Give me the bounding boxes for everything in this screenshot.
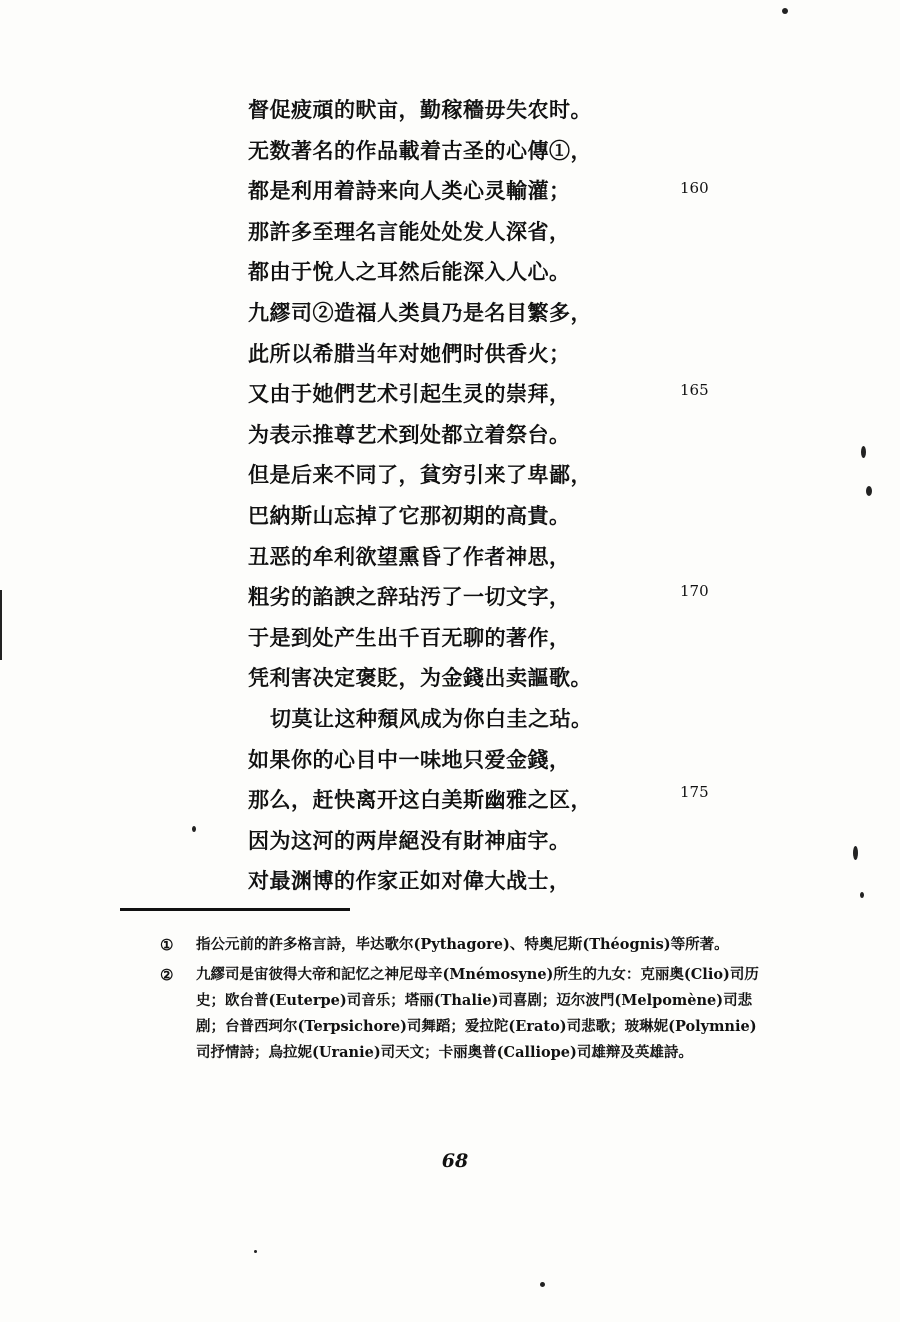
- footnote: [160, 962, 760, 1066]
- line-number: 175: [680, 783, 709, 801]
- verse-line: 巴納斯山忘掉了它那初期的高貴。: [248, 502, 571, 528]
- line-number: 160: [680, 179, 709, 197]
- verse-line: 丑恶的牟利欲望熏昏了作者神思，: [248, 543, 571, 569]
- footnote-separator: [120, 908, 350, 911]
- scan-speck: [254, 1250, 257, 1253]
- footnote-text: 指公元前的許多格言詩，毕达歌尔(Pythagore)、特奥尼斯(Théognis)等所著。: [196, 936, 729, 953]
- verse-line: 那么，赶快离开这白美斯幽雅之区，: [248, 787, 592, 813]
- verse-line: 九繆司②造福人类員乃是名目繁多，: [248, 299, 592, 325]
- footnote: [160, 932, 760, 958]
- footnote-mark: ①: [160, 936, 174, 954]
- verse-line: 于是到处产生出千百无聊的著作，: [248, 624, 571, 650]
- verse-line: 又由于她們艺术引起生灵的崇拜，: [248, 381, 571, 407]
- verse-line: 如果你的心目中一味地只爱金錢，: [248, 746, 571, 772]
- verse-line: 因为这河的两岸絕没有財神庙宇。: [248, 827, 571, 853]
- verse-line: 但是后来不同了，貧穷引来了卑鄙，: [248, 462, 592, 488]
- scan-speck: [860, 892, 864, 898]
- footnote-text: 九繆司是宙彼得大帝和記忆之神尼母辛(Mnémosyne)所生的九女：克丽奥(Clio)司历史；欧台普(Euterpe)司音乐；塔丽(Thalie)司喜剧；迈尔波門(Melpomène)司悲剧；台普西珂尔(Terpsichore)司舞蹈；爱拉陀(Erato)司悲歌；玻琳妮(Polymnie)司抒情詩；烏拉妮(Uranie)司天文；卡丽奥普(Calliope)司雄辩及英雄詩。: [196, 966, 759, 1061]
- verse-line: 督促疲頑的畎亩，勤稼穡毋失农时。: [248, 97, 592, 122]
- line-number: 170: [680, 582, 709, 600]
- scan-speck: [782, 8, 788, 14]
- scan-speck: [853, 846, 858, 860]
- scan-speck: [540, 1282, 545, 1287]
- poem-body: [248, 90, 668, 902]
- footnotes: [160, 932, 760, 1070]
- verse-line: 对最渊博的作家正如对偉大战士，: [248, 868, 571, 894]
- scan-speck: [861, 446, 866, 458]
- scan-speck: [866, 486, 872, 496]
- verse-line: 都是利用着詩来向人类心灵輸灌；: [248, 178, 571, 204]
- line-number: 165: [680, 381, 709, 399]
- verse-line: 切莫让这种頹风成为你白圭之玷。: [270, 705, 593, 731]
- scan-speck: [0, 590, 2, 660]
- page-number: 68: [441, 1150, 469, 1172]
- verse-line: 凭利害决定褒貶，为金錢出卖謳歌。: [248, 665, 592, 691]
- scan-speck: [192, 826, 196, 832]
- verse-line: 粗劣的諂諛之辞玷汚了一切文字，: [248, 584, 571, 610]
- verse-line: 此所以希腊当年对她們时供香火；: [248, 340, 571, 366]
- footnote-mark: ②: [160, 966, 174, 984]
- verse-line: 那許多至理名言能处处发人深省，: [248, 218, 571, 244]
- verse-line: 都由于悅人之耳然后能深入人心。: [248, 259, 571, 285]
- verse-line: 为表示推尊艺术到处都立着祭台。: [248, 421, 571, 447]
- verse-line: 无数著名的作品載着古圣的心傳①，: [248, 137, 592, 163]
